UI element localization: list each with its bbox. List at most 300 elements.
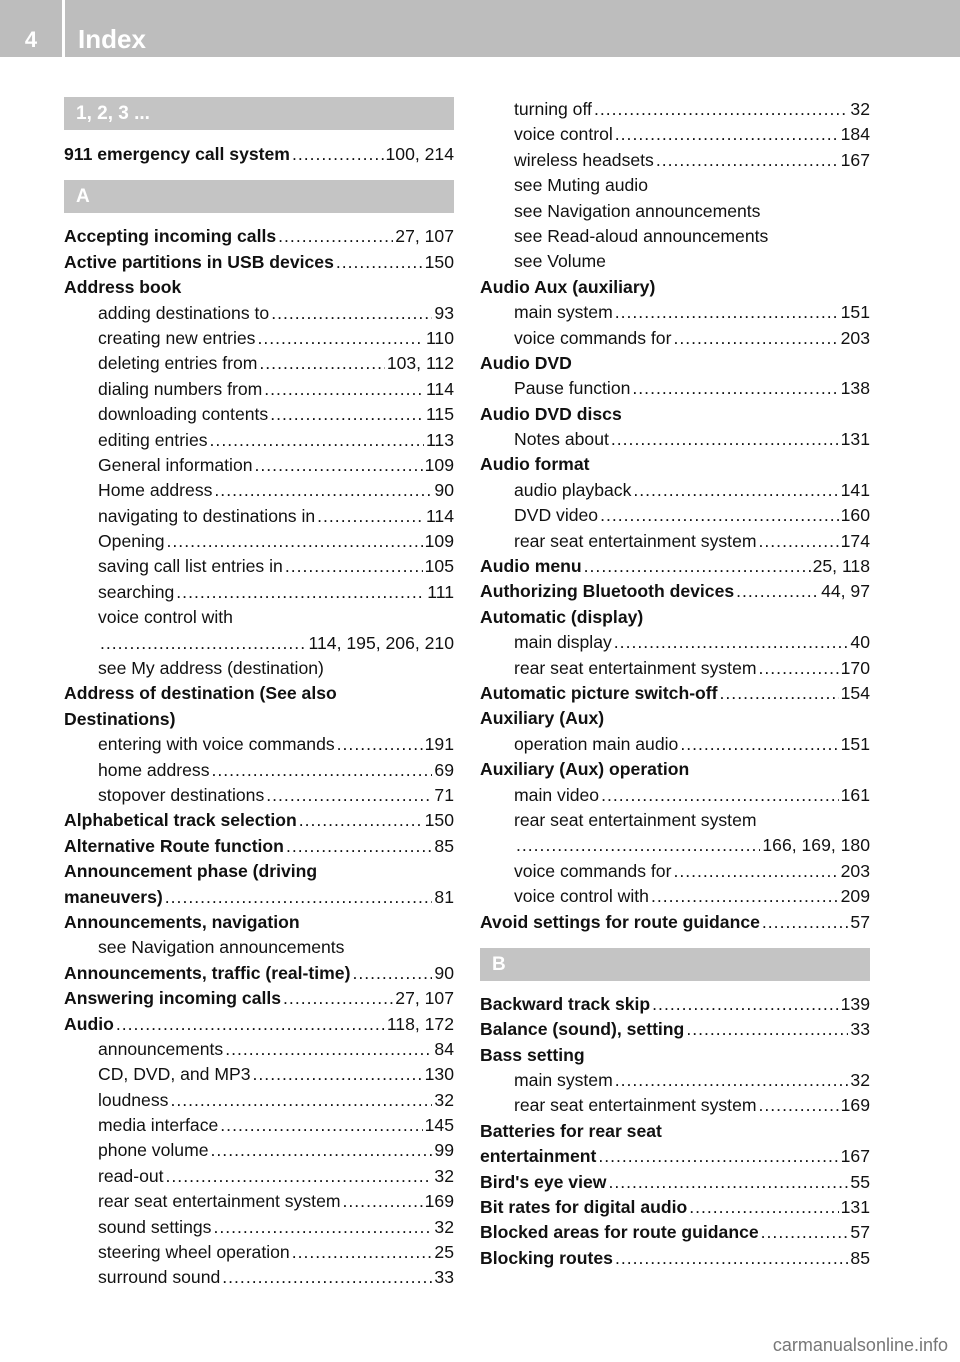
entry-title: entering with voice commands <box>98 734 335 755</box>
page-reference[interactable]: 169 <box>840 1095 870 1116</box>
page-reference[interactable]: 141 <box>840 479 870 500</box>
page-reference[interactable]: 90 <box>434 480 454 501</box>
index-column-left <box>64 97 454 1291</box>
index-subentry <box>64 1062 454 1087</box>
index-subentry <box>64 758 454 783</box>
page-reference[interactable]: 131 <box>840 429 870 450</box>
entry-title: loudness <box>98 1089 169 1110</box>
page-reference[interactable]: 203 <box>840 860 870 881</box>
entry-title: see Navigation announcements <box>98 937 345 958</box>
page-reference[interactable]: 32 <box>850 99 870 119</box>
entry-title: rear seat entertainment system <box>514 530 757 551</box>
page-reference[interactable]: 113 <box>425 429 454 450</box>
entry-title: navigating to destinations in <box>98 505 316 526</box>
entry-title: deleting entries from <box>98 353 258 374</box>
index-subentry <box>64 478 454 503</box>
index-heading <box>64 275 454 300</box>
page-reference[interactable]: 154 <box>840 682 870 703</box>
page-reference[interactable]: 145 <box>424 1115 454 1136</box>
index-subentry <box>480 833 870 858</box>
entry-title: creating new entries <box>98 327 256 348</box>
page-reference[interactable]: 105 <box>424 556 454 577</box>
page-reference[interactable]: 27, 107 <box>395 226 454 247</box>
index-subentry <box>64 1215 454 1240</box>
page-reference[interactable]: 57 <box>850 1222 870 1243</box>
page-reference[interactable]: 118, 172 <box>386 1013 454 1034</box>
page-reference[interactable]: 99 <box>434 1140 454 1161</box>
index-subentry <box>64 1088 454 1113</box>
leader-dots <box>264 377 424 402</box>
index-subentry <box>480 224 870 249</box>
entry-title: downloading contents <box>98 404 269 425</box>
page-reference[interactable]: 174 <box>840 530 870 551</box>
page-reference[interactable]: 32 <box>434 1165 454 1186</box>
leader-dots <box>516 833 760 858</box>
entry-title: stopover destinations <box>98 784 265 805</box>
section-letter-header: 1, 2, 3 ... <box>64 97 454 130</box>
page-reference[interactable]: 32 <box>850 1070 870 1091</box>
entry-title: sound settings <box>98 1216 212 1237</box>
page-reference[interactable]: 69 <box>434 759 454 780</box>
leader-dots <box>167 529 423 554</box>
leader-dots <box>584 554 811 579</box>
leader-dots <box>762 910 849 935</box>
leader-dots <box>594 97 848 122</box>
section-letter-header: A <box>64 180 454 213</box>
leader-dots <box>257 326 423 351</box>
page-reference[interactable]: 71 <box>434 784 454 805</box>
entry-title: Notes about <box>514 429 609 450</box>
leader-dots <box>615 1246 848 1271</box>
page-reference[interactable]: 170 <box>840 657 870 678</box>
entry-title: turning off <box>514 99 592 119</box>
page-reference[interactable]: 33 <box>850 1019 870 1040</box>
entry-title: rear seat entertainment system <box>514 657 757 678</box>
page-reference[interactable]: 138 <box>840 378 870 399</box>
leader-dots <box>759 529 839 554</box>
entry-title: Pause function <box>514 378 631 399</box>
entry-title: Batteries for rear seat <box>480 1120 662 1141</box>
entry-title: Accepting incoming calls <box>64 226 277 247</box>
entry-title: voice control <box>514 124 613 145</box>
leader-dots <box>292 142 384 167</box>
entry-title: Audio DVD <box>480 352 572 373</box>
watermark: carmanualsonline.info <box>772 1335 948 1355</box>
entry-title: Home address <box>98 480 213 501</box>
page-reference[interactable]: 32 <box>434 1089 454 1110</box>
index-heading <box>480 402 870 427</box>
index-subentry <box>480 529 870 554</box>
index-entry <box>480 681 870 706</box>
entry-title: Balance (sound), setting <box>480 1019 685 1040</box>
leader-dots <box>213 1215 432 1240</box>
entry-title: wireless headsets <box>514 149 654 170</box>
entry-title: Audio <box>64 1013 114 1034</box>
leader-dots <box>614 630 849 655</box>
index-subentry <box>480 199 870 224</box>
leader-dots <box>176 580 425 605</box>
page-reference[interactable]: 191 <box>424 734 454 755</box>
leader-dots <box>686 1017 848 1042</box>
index-subentry <box>64 301 454 326</box>
entry-title: Bird's eye view <box>480 1171 607 1192</box>
section-letter-header: B <box>480 948 870 981</box>
leader-dots <box>270 402 424 427</box>
entry-title: phone volume <box>98 1140 209 1161</box>
index-entry <box>480 554 870 579</box>
entry-title: Alternative Route function <box>64 835 284 856</box>
index-entry <box>480 579 870 604</box>
leader-dots <box>343 1189 423 1214</box>
entry-title: Announcements, navigation <box>64 911 300 932</box>
entry-title: Blocking routes <box>480 1247 613 1268</box>
entry-title: voice control with <box>98 607 233 628</box>
index-subentry <box>64 580 454 605</box>
index-subentry <box>64 453 454 478</box>
index-heading <box>480 351 870 376</box>
leader-dots <box>283 986 393 1011</box>
index-subentry <box>480 884 870 909</box>
index-subentry <box>64 554 454 579</box>
index-heading <box>64 681 454 706</box>
page-reference[interactable]: 139 <box>840 993 870 1014</box>
entry-title: 911 emergency call system <box>64 144 290 164</box>
index-subentry <box>64 428 454 453</box>
index-subentry <box>64 529 454 554</box>
leader-dots <box>278 224 393 249</box>
index-entry <box>64 250 454 275</box>
page-reference[interactable]: 115 <box>425 404 454 425</box>
page-reference[interactable]: 161 <box>840 784 870 805</box>
entry-title: Active partitions in USB devices <box>64 251 334 272</box>
page-reference[interactable]: 203 <box>840 327 870 348</box>
entry-title: General information <box>98 454 253 475</box>
entry-title: maneuvers) <box>64 886 163 907</box>
entry-title: Bit rates for digital audio <box>480 1197 688 1218</box>
entry-title: rear seat entertainment system <box>98 1191 341 1212</box>
entry-title: media interface <box>98 1115 219 1136</box>
entry-title: Announcements, traffic (real-time) <box>64 962 351 983</box>
entry-title: dialing numbers from <box>98 378 263 399</box>
leader-dots <box>100 631 307 656</box>
entry-title: Announcement phase (driving <box>64 861 318 882</box>
index-entry <box>64 986 454 1011</box>
page-reference[interactable]: 114 <box>425 505 454 526</box>
leader-dots <box>673 326 838 351</box>
leader-dots <box>212 758 433 783</box>
index-heading <box>480 1119 870 1144</box>
index-column-right <box>480 97 870 1271</box>
leader-dots <box>116 1012 385 1037</box>
leader-dots <box>211 1138 433 1163</box>
index-subentry <box>64 935 454 960</box>
index-entry <box>480 1246 870 1271</box>
page-reference[interactable]: 160 <box>840 505 870 526</box>
entry-title: Answering incoming calls <box>64 988 282 1009</box>
entry-title: Backward track skip <box>480 993 651 1014</box>
index-subentry <box>480 173 870 198</box>
entry-title: Opening <box>98 531 165 552</box>
index-heading <box>64 910 454 935</box>
leader-dots <box>271 301 432 326</box>
leader-dots <box>337 732 423 757</box>
entry-title: steering wheel operation <box>98 1242 290 1263</box>
page-reference[interactable]: 167 <box>840 149 870 170</box>
entry-title: Address of destination (See also <box>64 683 337 704</box>
index-subentry <box>64 326 454 351</box>
page-reference[interactable]: 131 <box>840 1197 870 1218</box>
entry-title: rear seat entertainment system <box>514 809 757 830</box>
index-entry <box>480 992 870 1017</box>
page-reference[interactable]: 111 <box>427 581 454 602</box>
page-reference[interactable]: 150 <box>424 810 454 831</box>
entry-title: see Muting audio <box>514 175 648 196</box>
index-heading <box>64 707 454 732</box>
entry-title: see Navigation announcements <box>514 200 761 221</box>
index-heading <box>480 275 870 300</box>
page-reference[interactable]: 167 <box>840 1146 870 1167</box>
entry-title: adding destinations to <box>98 302 270 323</box>
page-reference[interactable]: 150 <box>424 251 454 272</box>
entry-title: Audio menu <box>480 556 582 577</box>
index-entry <box>64 834 454 859</box>
leader-dots <box>759 656 839 681</box>
page-reference[interactable]: 25 <box>434 1242 454 1263</box>
entry-title: saving call list entries in <box>98 556 283 577</box>
entry-title: Audio DVD discs <box>480 403 622 424</box>
index-subentry <box>480 808 870 833</box>
page-reference[interactable]: 100, 214 <box>385 144 454 164</box>
index-heading <box>480 452 870 477</box>
page-reference[interactable]: 44, 97 <box>821 581 870 602</box>
entry-title: Alphabetical track selection <box>64 810 297 831</box>
leader-dots <box>299 808 423 833</box>
leader-dots <box>598 1144 838 1169</box>
index-entry <box>64 142 454 167</box>
index-entry <box>480 1170 870 1195</box>
page-reference[interactable]: 81 <box>434 886 454 907</box>
leader-dots <box>336 250 423 275</box>
index-subentry <box>64 605 454 630</box>
page-reference[interactable]: 40 <box>850 632 870 653</box>
leader-dots <box>615 1068 849 1093</box>
leader-dots <box>652 992 838 1017</box>
index-heading <box>480 1043 870 1068</box>
index-subentry <box>64 1240 454 1265</box>
index-entry <box>480 1017 870 1042</box>
entry-title: Destinations) <box>64 708 176 729</box>
index-subentry <box>64 732 454 757</box>
page-reference[interactable]: 93 <box>434 302 454 323</box>
index-subentry <box>480 656 870 681</box>
entry-title: audio playback <box>514 479 632 500</box>
leader-dots <box>759 1093 839 1118</box>
page-reference[interactable]: 114, 195, 206, 210 <box>308 632 454 653</box>
entry-title: Auxiliary (Aux) operation <box>480 759 690 780</box>
leader-dots <box>720 681 839 706</box>
leader-dots <box>214 478 432 503</box>
page-reference[interactable]: 209 <box>840 886 870 907</box>
leader-dots <box>673 859 838 884</box>
entry-title: CD, DVD, and MP3 <box>98 1064 251 1085</box>
entry-title: main system <box>514 1070 613 1091</box>
index-subentry <box>480 122 870 147</box>
leader-dots <box>656 148 839 173</box>
entry-title: operation main audio <box>514 733 679 754</box>
entry-title: voice commands for <box>514 860 672 881</box>
page-number: 4 <box>24 27 38 52</box>
leader-dots <box>317 504 424 529</box>
index-subentry <box>64 402 454 427</box>
entry-title: main video <box>514 784 600 805</box>
index-subentry <box>480 783 870 808</box>
index-subentry <box>64 1265 454 1290</box>
index-subentry <box>480 326 870 351</box>
index-entry <box>64 224 454 249</box>
page-reference[interactable]: 32 <box>434 1216 454 1237</box>
leader-dots <box>611 427 839 452</box>
page-header <box>0 0 960 57</box>
index-subentry <box>480 732 870 757</box>
index-subentry <box>480 1093 870 1118</box>
leader-dots <box>615 300 839 325</box>
page-reference[interactable]: 184 <box>840 124 870 145</box>
leader-dots <box>170 1088 432 1113</box>
entry-title: home address <box>98 759 210 780</box>
leader-dots <box>286 834 432 859</box>
entry-title: Blocked areas for route guidance <box>480 1222 759 1243</box>
index-entry <box>480 1144 870 1169</box>
index-entry <box>480 1220 870 1245</box>
index-subentry <box>480 376 870 401</box>
entry-title: Bass setting <box>480 1044 585 1065</box>
leader-dots <box>255 453 423 478</box>
index-heading <box>480 757 870 782</box>
page-reference[interactable]: 151 <box>840 302 870 323</box>
page-reference[interactable]: 114 <box>425 378 454 399</box>
leader-dots <box>608 1170 848 1195</box>
leader-dots <box>285 554 423 579</box>
index-entry <box>64 885 454 910</box>
index-subentry <box>480 503 870 528</box>
index-subentry <box>480 859 870 884</box>
leader-dots <box>689 1195 838 1220</box>
leader-dots <box>220 1113 422 1138</box>
entry-title: editing entries <box>98 429 208 450</box>
entry-title: surround sound <box>98 1267 221 1288</box>
page-reference[interactable]: 85 <box>434 835 454 856</box>
index-subentry <box>480 1068 870 1093</box>
entry-title: Automatic picture switch-off <box>480 682 718 703</box>
entry-title: Avoid settings for route guidance <box>480 911 760 932</box>
leader-dots <box>761 1220 849 1245</box>
index-subentry <box>480 148 870 173</box>
index-entry <box>480 1195 870 1220</box>
page-reference[interactable]: 33 <box>434 1267 454 1288</box>
index-subentry <box>64 1138 454 1163</box>
entry-title: entertainment <box>480 1146 597 1167</box>
leader-dots <box>736 579 819 604</box>
index-subentry <box>480 300 870 325</box>
index-entry <box>64 808 454 833</box>
page-reference[interactable]: 166, 169, 180 <box>762 835 870 856</box>
leader-dots <box>166 1164 433 1189</box>
page-reference[interactable]: 151 <box>840 733 870 754</box>
leader-dots <box>222 1265 432 1290</box>
entry-title: announcements <box>98 1038 224 1059</box>
leader-dots <box>600 503 839 528</box>
page-reference[interactable]: 55 <box>850 1171 870 1192</box>
index-entry <box>64 961 454 986</box>
entry-title: main display <box>514 632 612 653</box>
index-subentry <box>480 478 870 503</box>
entry-title: Audio format <box>480 454 590 475</box>
entry-title: Authorizing Bluetooth devices <box>480 581 735 602</box>
entry-title: Automatic (display) <box>480 606 644 627</box>
index-heading <box>480 706 870 731</box>
page-reference[interactable]: 27, 107 <box>395 988 454 1009</box>
entry-title: read-out <box>98 1165 164 1186</box>
entry-title: DVD video <box>514 505 599 526</box>
leader-dots <box>292 1240 433 1265</box>
leader-dots <box>253 1062 423 1087</box>
leader-dots <box>259 351 384 376</box>
index-subentry <box>480 630 870 655</box>
page-reference[interactable]: 85 <box>850 1247 870 1268</box>
page-reference[interactable]: 84 <box>434 1038 454 1059</box>
page-reference[interactable]: 169 <box>424 1191 454 1212</box>
page-reference[interactable]: 109 <box>424 531 454 552</box>
index-subentry <box>480 427 870 452</box>
entry-title: voice commands for <box>514 327 672 348</box>
header-divider <box>62 0 65 57</box>
page-reference[interactable]: 110 <box>425 327 454 348</box>
index-subentry <box>480 249 870 274</box>
leader-dots <box>680 732 838 757</box>
page-title: Index <box>78 24 146 54</box>
entry-title: voice control with <box>514 886 649 907</box>
page-reference[interactable]: 25, 118 <box>812 556 870 577</box>
page-reference[interactable]: 130 <box>424 1064 454 1085</box>
index-subentry <box>64 631 454 656</box>
index-subentry <box>64 783 454 808</box>
leader-dots <box>210 428 424 453</box>
index-subentry <box>64 656 454 681</box>
index-subentry <box>64 351 454 376</box>
entry-title: Auxiliary (Aux) <box>480 708 605 729</box>
page-reference[interactable]: 57 <box>850 911 870 932</box>
index-subentry <box>64 377 454 402</box>
page-reference[interactable]: 90 <box>434 962 454 983</box>
index-subentry <box>64 504 454 529</box>
index-subentry <box>64 1037 454 1062</box>
entry-title: see Volume <box>514 251 606 272</box>
entry-title: main system <box>514 302 613 323</box>
index-subentry <box>64 1113 454 1138</box>
entry-title: see Read-aloud announcements <box>514 225 769 246</box>
entry-title: rear seat entertainment system <box>514 1095 757 1116</box>
page-reference[interactable]: 109 <box>424 454 454 475</box>
index-heading <box>480 605 870 630</box>
leader-dots <box>615 122 839 147</box>
leader-dots <box>225 1037 432 1062</box>
leader-dots <box>601 783 839 808</box>
leader-dots <box>632 376 838 401</box>
leader-dots <box>633 478 838 503</box>
index-subentry <box>64 1164 454 1189</box>
page-reference[interactable]: 103, 112 <box>386 353 454 374</box>
leader-dots <box>165 885 433 910</box>
